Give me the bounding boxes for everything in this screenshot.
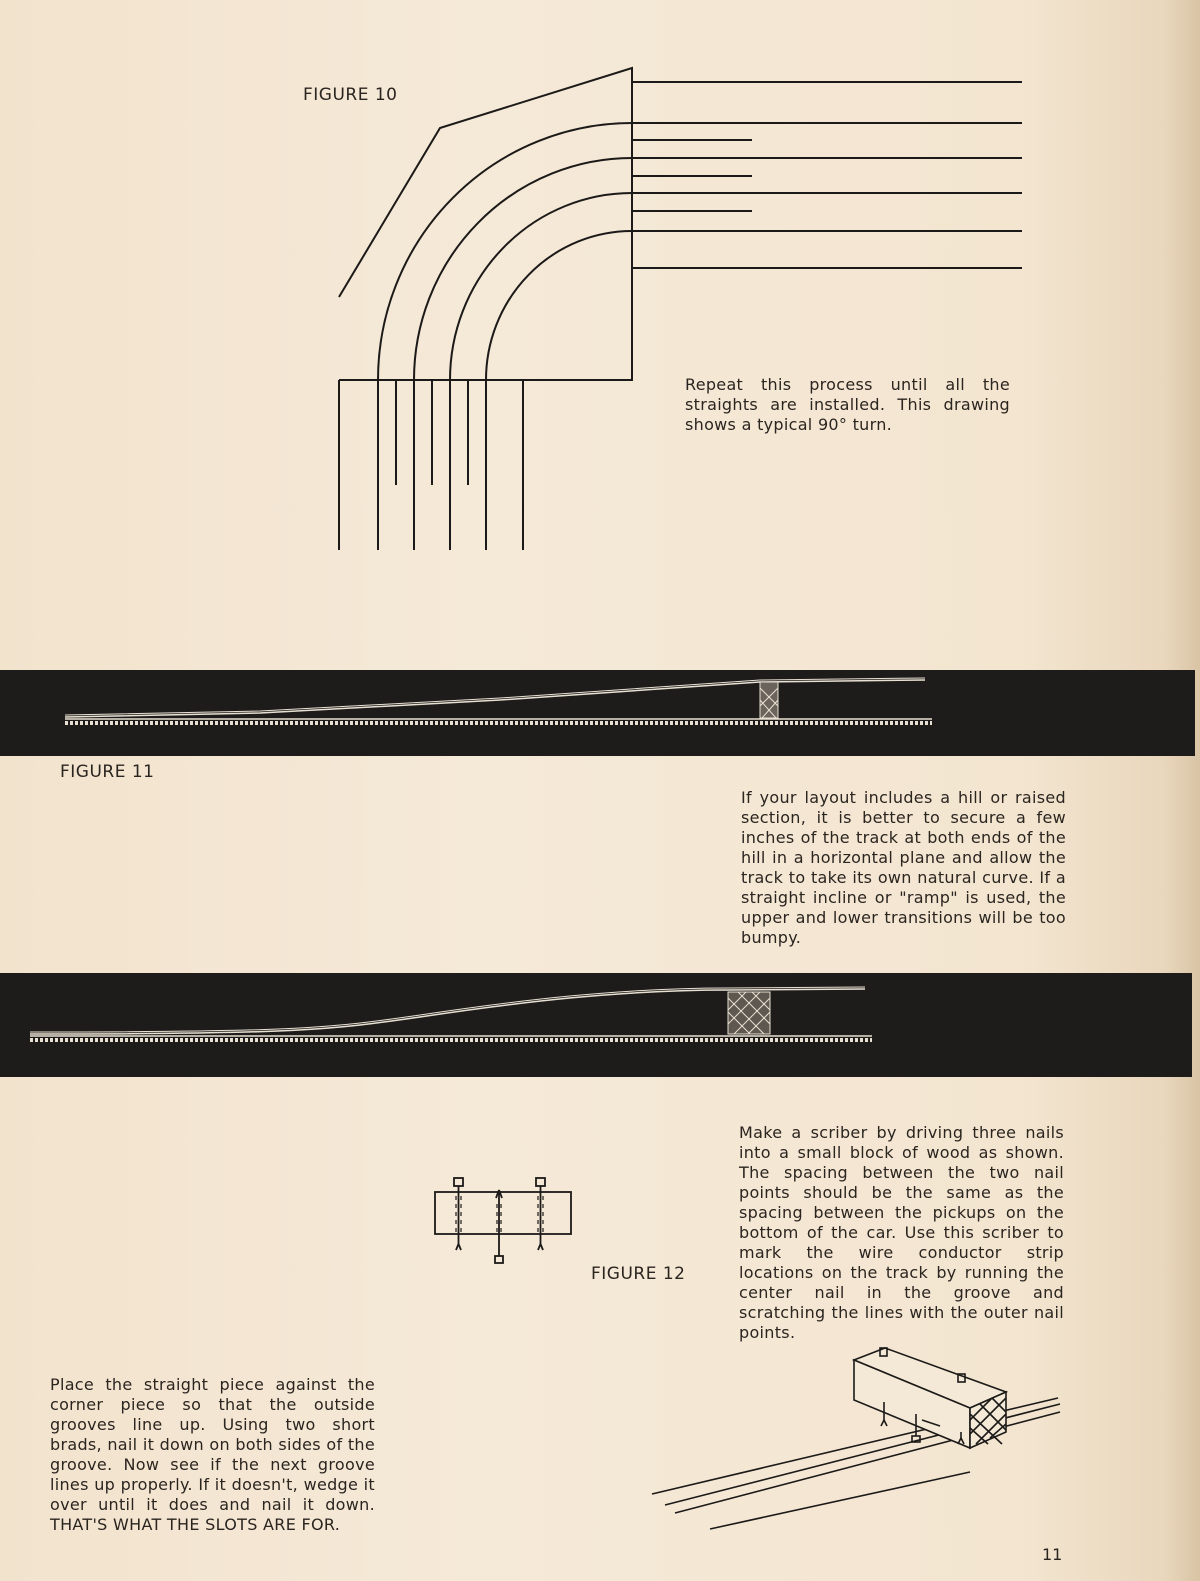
figure-10-label: FIGURE 10 (303, 85, 398, 105)
scriber-in-groove-diagram (640, 1340, 1090, 1560)
figure-11-label: FIGURE 11 (60, 762, 155, 782)
page-number: 11 (1042, 1545, 1063, 1564)
figure-11-caption: If your layout includes a hill or raised section, it is better to secure a few inches of the track at both ends of the hill in a horizontal plane and allow the track to take its own natural curve. If a straight incline or "ramp" is used, the upper and lower transitions will be too bumpy. (741, 788, 1066, 947)
instructions-paragraph: Place the straight piece against the corner piece so that the outside grooves line up. Using two short brads, nail it down on both sides of the groove. Now see if the next groove lines up properly. If it doesn't, wedge it over until it does and nail it down. THAT'S WHAT THE SLOTS ARE FOR. (50, 1375, 375, 1534)
figure-10-diagram (0, 0, 1200, 560)
figure-10-caption: Repeat this process until all the straights are installed. This drawing shows a typical 90° turn. (685, 375, 1010, 434)
scriber-side-view (430, 1176, 590, 1276)
figure-12-label: FIGURE 12 (591, 1264, 686, 1284)
figure-12-caption: Make a scriber by driving three nails into a small block of wood as shown. The spacing between the two nail points should be the same as the spacing between the pickups on the bottom of the car. Use this scriber to mark the wire conductor strip locations on the track by running the center nail in the groove and scratching the lines with the outer nail points. (739, 1123, 1064, 1342)
figure-11-ramp-diagram (0, 668, 1200, 758)
figure-11-curve-diagram (0, 972, 1200, 1082)
